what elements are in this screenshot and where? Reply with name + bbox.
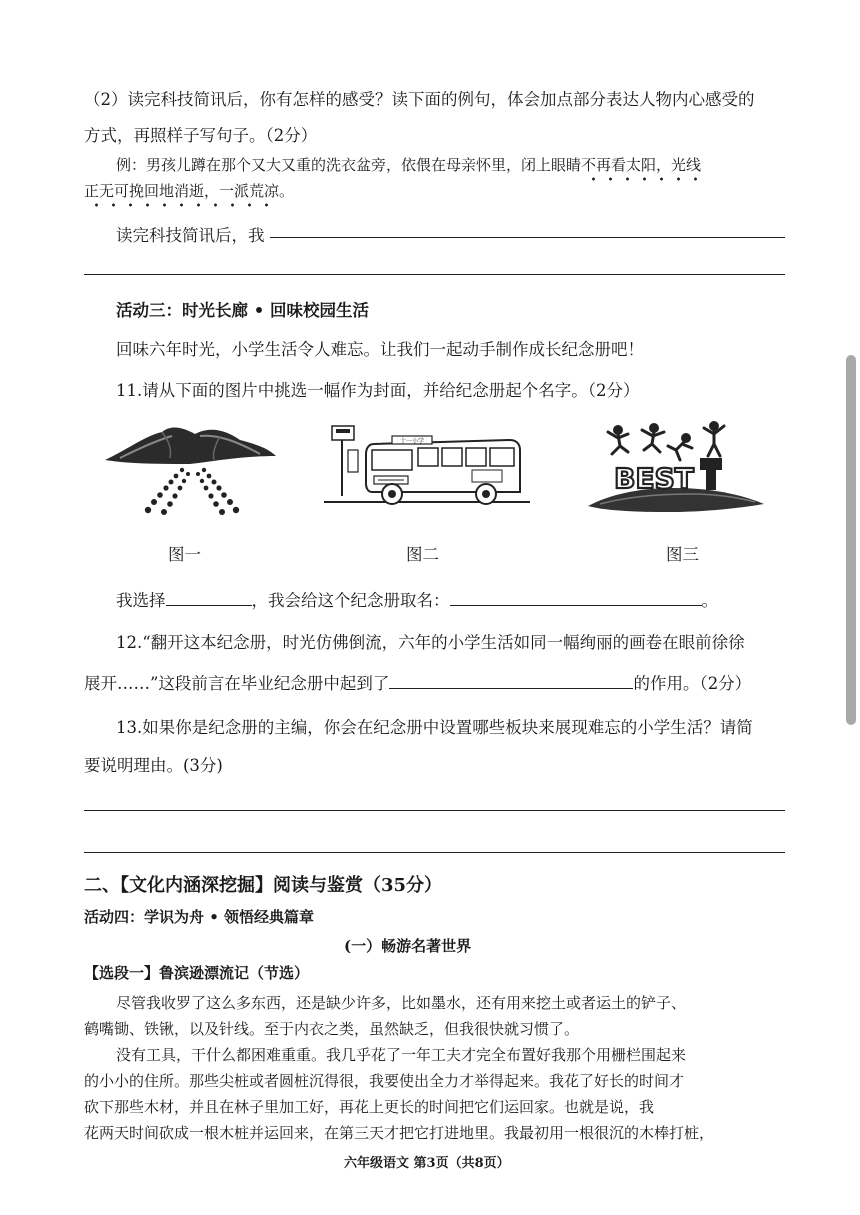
figure-choice-blank[interactable] bbox=[166, 591, 252, 606]
excerpt-title: 【选段一】鲁滨逊漂流记（节选） bbox=[84, 964, 310, 982]
album-name-blank[interactable] bbox=[450, 591, 702, 606]
para2-line4: 花两天时间砍成一根木桩并运回来，在第三天才把它打进地里。我最初用一根很沉的木棒打桩， bbox=[84, 1124, 715, 1142]
answer-line[interactable] bbox=[270, 237, 785, 238]
page-footer: 六年级语文 第3页（共8页） bbox=[344, 1156, 510, 1171]
q11-text: 11.请从下面的图片中挑选一幅作为封面，并给纪念册起个名字。（2分） bbox=[116, 381, 640, 400]
section2-heading: 二、【文化内涵深挖掘】阅读与鉴赏（35分） bbox=[84, 875, 443, 896]
answer-line[interactable] bbox=[84, 274, 785, 275]
q10-2-prompt: 读完科技简讯后，我 bbox=[116, 226, 265, 245]
q10-2-example-cont: 正无可挽回地消逝，一派荒凉。 bbox=[84, 180, 294, 208]
example-dotted-1: 不再看太阳，光线 bbox=[581, 154, 701, 182]
q12-line2: 展开……”这段前言在毕业纪念册中起到了 的作用。（2分） bbox=[84, 674, 752, 693]
q12-line1: 12.“翻开这本纪念册，时光仿佛倒流，六年的小学生活如同一幅绚丽的画卷在眼前徐徐 bbox=[116, 633, 745, 652]
q10-2-example bbox=[116, 154, 701, 182]
figure-3-label: 图三 bbox=[666, 545, 699, 564]
example-dotted-2: 正无可挽回地消逝，一派荒凉 bbox=[84, 180, 279, 208]
activity4-title: 活动四：学识为舟 • 领悟经典篇章 bbox=[84, 908, 315, 926]
answer-line[interactable] bbox=[84, 810, 785, 811]
bus-route-sign: 十一小学 bbox=[399, 438, 425, 445]
subheading: (一）畅游名著世界 bbox=[344, 937, 472, 955]
figure-2-label: 图二 bbox=[406, 545, 439, 564]
bus-image bbox=[322, 420, 532, 520]
q11-answer: 我选择 ，我会给这个纪念册取名： 。 bbox=[116, 591, 718, 610]
para2-line1: 没有工具，干什么都困难重重。我几乎花了一年工夫才完全布置好我那个用栅栏围起来 bbox=[116, 1046, 687, 1064]
example-text: 例：男孩儿蹲在那个又大又重的洗衣盆旁，依偎在母亲怀里，闭上眼睛 bbox=[116, 156, 582, 174]
q13-line1: 13.如果你是纪念册的主编，你会在纪念册中设置哪些板块来展现难忘的小学生活？请简 bbox=[116, 718, 753, 737]
para2-line2: 的小小的住所。那些尖桩或者圆桩沉得很，我要使出全力才举得起来。我花了好长的时间才 bbox=[84, 1072, 685, 1090]
best-jumpers-image bbox=[580, 418, 770, 518]
q10-2-line2: 方式，再照样子写句子。（2分） bbox=[84, 126, 318, 145]
q12-answer-blank[interactable] bbox=[389, 674, 633, 689]
para1-line2: 鹤嘴锄、铁锹，以及针线。至于内衣之类，虽然缺乏，但我很快就习惯了。 bbox=[84, 1020, 580, 1038]
para2-line3: 砍下那些木材，并且在林子里加工好，再花上更长的时间把它们运回家。也就是说，我 bbox=[84, 1098, 655, 1116]
activity3-title: 活动三：时光长廊 • 回味校园生活 bbox=[116, 301, 370, 320]
figure-1-label: 图一 bbox=[168, 545, 201, 564]
best-text: BEST bbox=[614, 462, 694, 495]
q13-line2: 要说明理由。(3分) bbox=[84, 756, 223, 775]
para1-line1: 尽管我收罗了这么多东西，还是缺少许多，比如墨水，还有用来挖土或者运土的铲子、 bbox=[116, 994, 687, 1012]
q10-2-line1: （2）读完科技简讯后，你有怎样的感受？读下面的例句，体会加点部分表达人物内心感受的 bbox=[84, 90, 755, 109]
activity3-intro: 回味六年时光，小学生活令人难忘。让我们一起动手制作成长纪念册吧！ bbox=[116, 340, 644, 359]
answer-line[interactable] bbox=[84, 852, 785, 853]
scrollbar-thumb[interactable] bbox=[846, 355, 856, 725]
mountain-road-image bbox=[100, 418, 280, 518]
